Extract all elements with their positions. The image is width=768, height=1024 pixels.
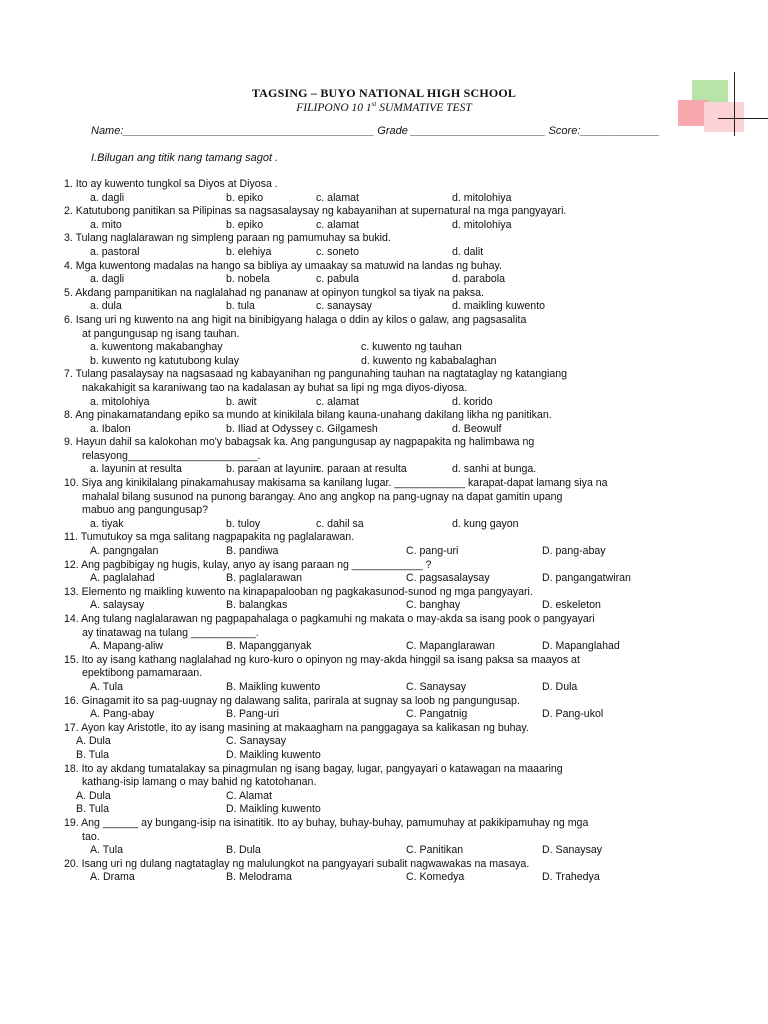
answer-option[interactable]: c. paraan at resulta — [316, 463, 407, 476]
question-text: 6. Isang uri ng kuwento na ang higit na binibigyang halaga o ddin ay kilos o galaw, ang pagsasalita — [64, 313, 527, 326]
answer-option[interactable]: B. Tula — [76, 803, 109, 816]
option-row — [64, 423, 754, 437]
answer-option[interactable]: C. Sanaysay — [226, 735, 287, 748]
subject-name: FILIPONO 10 1 — [296, 101, 372, 114]
question-text-continued: tao. — [82, 830, 100, 843]
grade-field[interactable]: Grade ______________________ — [377, 125, 546, 137]
answer-option[interactable]: d. parabola — [452, 273, 506, 286]
question-text: 19. Ang ______ ay bungang-isip na isinatitik. Ito ay buhay, buhay-buhay, pamumuhay at pakikipamuhay ng mga — [64, 816, 589, 829]
answer-option[interactable]: B. Tula — [76, 748, 109, 761]
answer-option[interactable]: a. dagli — [90, 273, 125, 286]
answer-option[interactable]: D. eskeleton — [542, 599, 601, 612]
answer-option[interactable]: d. kuwento ng kababalaghan — [361, 354, 497, 367]
question-item — [64, 817, 754, 858]
answer-option[interactable]: D. Pang-ukol — [542, 708, 604, 721]
answer-option[interactable]: c. kuwento ng tauhan — [361, 341, 462, 354]
option-row — [64, 871, 754, 885]
question-text-continued: nakakahigit sa karaniwang tao na kadalasan ay buhat sa lipi ng mga diyos-diyosa. — [82, 381, 468, 394]
answer-option[interactable]: D. Mapanglahad — [542, 640, 620, 653]
answer-option[interactable]: d. mitolohiya — [452, 191, 512, 204]
question-item — [64, 205, 754, 232]
question-text: 14. Ang tulang naglalarawan ng pagpapahalaga o pagkamuhi ng makata o may-akda sa isang pook o pangyayari — [64, 613, 595, 625]
answer-option[interactable]: C. Komedya — [406, 871, 465, 884]
option-row — [64, 749, 754, 763]
answer-option[interactable]: a. kuwentong makabanghay — [90, 341, 223, 354]
answer-option[interactable]: c. soneto — [316, 245, 359, 258]
option-row — [64, 735, 754, 749]
option-row — [64, 681, 754, 695]
instruction: I.Bilugan ang titik nang tamang sagot . — [91, 152, 279, 164]
answer-option[interactable]: A. Mapang-aliw — [90, 640, 164, 653]
answer-option[interactable]: B. paglalarawan — [226, 572, 302, 585]
answer-option[interactable]: B. balangkas — [226, 599, 288, 612]
answer-option[interactable]: b. paraan at layunin — [226, 463, 320, 476]
option-row — [64, 803, 754, 817]
answer-option[interactable]: d. sanhi at bunga. — [452, 463, 537, 476]
score-field[interactable]: Score:_____________ — [548, 125, 660, 137]
question-text: 8. Ang pinakamatandang epiko sa mundo at kinikilala bilang kauna-unahang dakilang likha ng panitikan. — [64, 409, 552, 422]
answer-option[interactable]: A. paglalahad — [90, 572, 155, 585]
answer-option[interactable]: C. pagsasalaysay — [406, 572, 490, 585]
answer-option[interactable]: b. tuloy — [226, 517, 261, 530]
answer-option[interactable]: b. epiko — [226, 191, 264, 204]
option-row — [64, 708, 754, 722]
answer-option[interactable]: d. Beowulf — [452, 422, 502, 435]
option-row — [64, 355, 754, 369]
answer-option[interactable]: C. Panitikan — [406, 844, 464, 857]
answer-option[interactable]: b. awit — [226, 395, 257, 408]
option-row — [64, 790, 754, 804]
student-info-line — [91, 125, 660, 137]
option-row — [64, 463, 754, 477]
question-list — [64, 178, 754, 885]
answer-option[interactable]: B. Maikling kuwento — [226, 680, 321, 693]
option-row — [64, 341, 754, 355]
question-item — [64, 409, 754, 436]
question-text-continued: mabuo ang pangungusap? — [82, 504, 209, 517]
option-row — [64, 518, 754, 532]
question-text: 16. Ginagamit ito sa pag-uugnay ng dalawang salita, parirala at sugnay sa loob ng pangungusap. — [64, 694, 520, 707]
answer-option[interactable]: c. alamat — [316, 395, 359, 408]
option-row — [64, 300, 754, 314]
answer-option[interactable]: C. Pangatnig — [406, 708, 468, 721]
question-text: 4. Mga kuwentong madalas na hango sa bibliya ay umaakay sa matuwid na landas ng buhay. — [64, 259, 502, 272]
answer-option[interactable]: a. Ibalon — [90, 422, 131, 435]
school-name: TAGSING – BUYO NATIONAL HIGH SCHOOL — [251, 86, 517, 100]
answer-option[interactable]: C. Alamat — [226, 789, 272, 802]
answer-option[interactable]: c. alamat — [316, 218, 359, 231]
question-text: 17. Ayon kay Aristotle, ito ay isang masining at makaagham na panggagaya sa kalikasan ng buhay. — [64, 721, 529, 734]
question-text: 10. Siya ang kinikilalang pinakamahusay makisama sa kanilang lugar. ____________ karapat-dapat lamang siya na — [64, 477, 608, 490]
crosshair-horizontal-line — [718, 118, 768, 119]
option-row — [64, 396, 754, 410]
question-text-continued: mahalal bilang susunod na punong barangay. Ano ang angkop na pang-ugnay na dapat gamitin upang — [82, 490, 563, 503]
option-row — [64, 246, 754, 260]
answer-option[interactable]: c. alamat — [316, 191, 359, 204]
question-text: 3. Tulang naglalarawan ng simpleng paraan ng pamumuhay sa bukid. — [64, 232, 391, 245]
answer-option[interactable]: D. Maikling kuwento — [226, 748, 321, 761]
option-row — [64, 844, 754, 858]
question-text: 1. Ito ay kuwento tungkol sa Diyos at Diyosa . — [64, 178, 278, 190]
question-item — [64, 531, 754, 558]
answer-option[interactable]: b. Iliad at Odyssey — [226, 422, 314, 435]
answer-option[interactable]: C. pang-uri — [406, 545, 459, 558]
answer-option[interactable]: D. pang-abay — [542, 545, 606, 558]
answer-option[interactable]: c. sanaysay — [316, 300, 372, 313]
answer-option[interactable]: D. Maikling kuwento — [226, 803, 321, 816]
answer-option[interactable]: B. Mapangganyak — [226, 640, 312, 653]
option-row — [64, 219, 754, 233]
question-text-continued: epektibong pamamaraan. — [82, 667, 203, 680]
answer-option[interactable]: d. korido — [452, 395, 493, 408]
answer-option[interactable]: C. banghay — [406, 599, 461, 612]
answer-option[interactable]: d. maikling kuwento — [452, 300, 546, 313]
ordinal-suffix: st — [371, 100, 377, 108]
question-item — [64, 586, 754, 613]
question-text: 18. Ito ay akdang tumatalakay sa pinagmulan ng isang bagay, lugar, pangyayari o katawagan na maaaring — [64, 762, 563, 775]
answer-option[interactable]: b. elehiya — [226, 245, 272, 258]
answer-option[interactable]: a. mito — [90, 218, 122, 231]
answer-option[interactable]: d. dalit — [452, 245, 484, 258]
question-text: 12. Ang pagbibigay ng hugis, kulay, anyo ay isang paraan ng ____________ ? — [64, 558, 432, 571]
question-item — [64, 695, 754, 722]
answer-option[interactable]: a. dagli — [90, 191, 125, 204]
answer-option[interactable]: a. pastoral — [90, 245, 140, 258]
answer-option[interactable]: D. Trahedya — [542, 871, 600, 884]
answer-option[interactable]: A. Tula — [90, 844, 123, 857]
question-text-continued: kathang-isip lamang o may bahid ng katotohanan. — [82, 776, 317, 789]
answer-option[interactable]: A. pangngalan — [90, 545, 159, 558]
question-text: 9. Hayun dahil sa kalokohan mo'y babagsak ka. Ang pangungusap ay nagpapakita ng halimbawa ng — [64, 436, 535, 449]
question-text-continued: ay tinatawag na tulang ___________. — [82, 626, 259, 639]
answer-option[interactable]: A. Dula — [76, 789, 111, 802]
question-text: 11. Tumutukoy sa mga salitang nagpapakita ng paglalarawan. — [64, 531, 355, 544]
question-text: 2. Katutubong panitikan sa Pilipinas sa nagsasalaysay ng kabayanihan at supernatural na mga pangyayari. — [64, 205, 567, 218]
question-item — [64, 287, 754, 314]
answer-option[interactable]: A. Pang-abay — [90, 708, 155, 721]
question-item — [64, 436, 754, 477]
name-field[interactable]: Name:_________________________________________ — [91, 125, 375, 137]
question-item — [64, 654, 754, 695]
question-item — [64, 232, 754, 259]
answer-option[interactable]: B. pandiwa — [226, 545, 279, 558]
answer-option[interactable]: d. kung gayon — [452, 517, 519, 530]
question-item — [64, 178, 754, 205]
answer-option[interactable]: D. Sanaysay — [542, 844, 603, 857]
question-text-continued: relasyong______________________. — [82, 449, 261, 462]
question-text: 15. Ito ay isang kathang naglalahad ng kuro-kuro o opinyon ng may-akda hinggil sa isang paksa sa maayos at — [64, 653, 580, 666]
answer-option[interactable]: b. epiko — [226, 218, 264, 231]
question-item — [64, 559, 754, 586]
answer-option[interactable]: a. dula — [90, 300, 122, 313]
option-row — [64, 192, 754, 206]
answer-option[interactable]: b. tula — [226, 300, 255, 313]
question-item — [64, 314, 754, 368]
option-row — [64, 545, 754, 559]
answer-option[interactable]: a. mitolohiya — [90, 395, 150, 408]
question-item — [64, 477, 754, 531]
answer-option[interactable]: A. salaysay — [90, 599, 145, 612]
answer-option[interactable]: c. dahil sa — [316, 517, 364, 530]
answer-option[interactable]: b. nobela — [226, 273, 270, 286]
answer-option[interactable]: d. mitolohiya — [452, 218, 512, 231]
question-item — [64, 368, 754, 409]
answer-option[interactable]: A. Tula — [90, 680, 123, 693]
answer-option[interactable]: D. pangangatwiran — [542, 572, 631, 585]
option-row — [64, 273, 754, 287]
question-text: 13. Elemento ng maikling kuwento na kinapapalooban ng pagkakasunod-sunod ng mga pangyayari. — [64, 585, 533, 598]
question-item — [64, 763, 754, 817]
test-type: SUMMATIVE TEST — [376, 101, 472, 114]
answer-option[interactable]: C. Sanaysay — [406, 680, 467, 693]
answer-option[interactable]: B. Pang-uri — [226, 708, 279, 721]
answer-option[interactable]: c. Gilgamesh — [316, 422, 378, 435]
question-text: 5. Akdang pampanitikan na naglalahad ng pananaw at opinyon tungkol sa tiyak na paksa. — [64, 286, 484, 299]
answer-option[interactable]: B. Melodrama — [226, 871, 292, 884]
option-row — [64, 599, 754, 613]
answer-option[interactable]: a. layunin at resulta — [90, 463, 182, 476]
answer-option[interactable]: B. Dula — [226, 844, 261, 857]
option-row — [64, 640, 754, 654]
question-text-continued: at pangungusap ng isang tauhan. — [82, 327, 240, 340]
answer-option[interactable]: C. Mapanglarawan — [406, 640, 495, 653]
answer-option[interactable]: b. kuwento ng katutubong kulay — [90, 354, 240, 367]
question-text: 20. Isang uri ng dulang nagtataglay ng malulungkot na pangyayari subalit nagwawakas na masaya. — [64, 857, 530, 870]
question-item — [64, 722, 754, 763]
answer-option[interactable]: c. pabula — [316, 273, 359, 286]
test-title — [0, 100, 768, 114]
answer-option[interactable]: a. tiyak — [90, 517, 124, 530]
question-text: 7. Tulang pasalaysay na nagsasaad ng kabayanihan ng pangunahing tauhan na nagtataglay ng katangiang — [64, 368, 568, 381]
question-item — [64, 613, 754, 654]
question-item — [64, 858, 754, 885]
answer-option[interactable]: D. Dula — [542, 680, 578, 693]
question-item — [64, 260, 754, 287]
answer-option[interactable]: A. Drama — [90, 871, 135, 884]
answer-option[interactable]: A. Dula — [76, 735, 111, 748]
option-row — [64, 572, 754, 586]
